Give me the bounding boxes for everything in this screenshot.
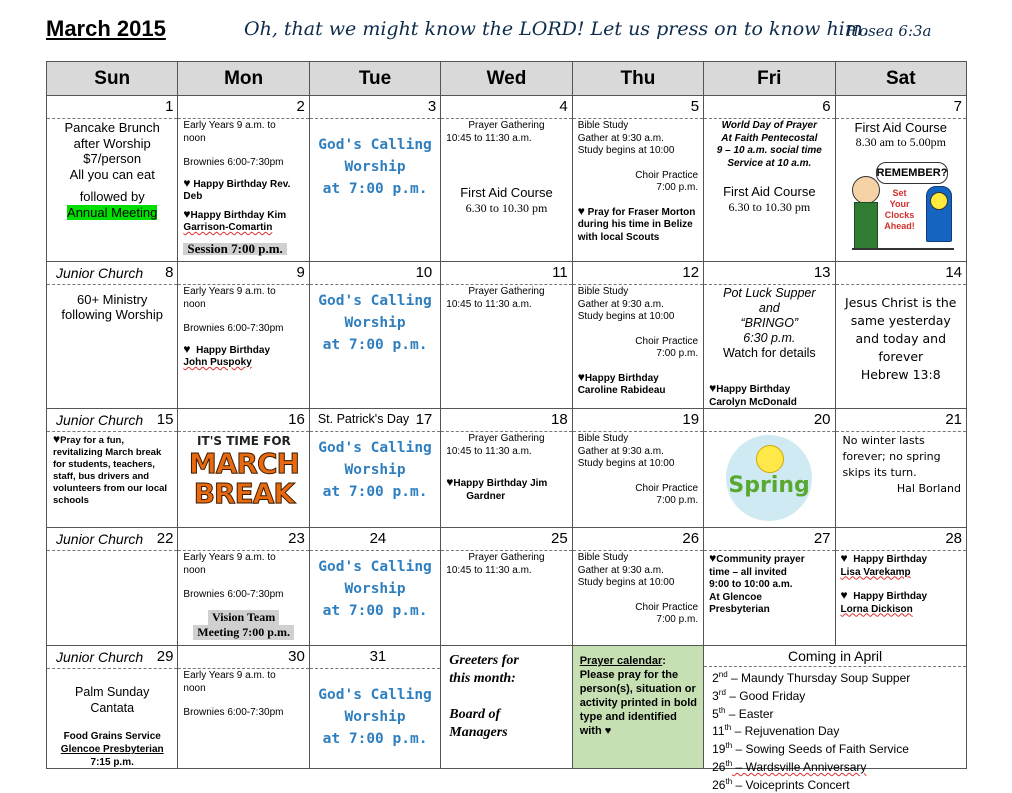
calendar-title: March 2015	[46, 16, 166, 41]
april-event-day: 11	[712, 724, 725, 739]
april-event-day: 5	[712, 706, 719, 721]
event-line: Prayer Gathering	[468, 433, 545, 444]
event-line: Glencoe Presbyterian	[60, 744, 164, 755]
april-event	[712, 739, 961, 757]
event-line: Pancake Brunch	[64, 120, 160, 135]
day-number: 18	[551, 411, 568, 428]
march-break-line: IT'S TIME FOR	[197, 434, 291, 448]
event-line: Bible Study	[577, 552, 629, 563]
event-line: Brownies 6:00-7:30pm	[183, 323, 284, 334]
april-event-suffix: th	[718, 705, 726, 715]
event-line: At Faith Pentecostal	[721, 132, 818, 144]
event-line: 6.30 to 10.30 pm	[465, 201, 548, 215]
april-event-text: – Maundy Thursday Soup Supper	[727, 671, 911, 685]
day-cell-2	[178, 96, 309, 262]
event-line: First Aid Course	[723, 184, 816, 199]
prayer-calendar-title: Prayer calendar	[579, 655, 663, 667]
day-cell-9	[178, 262, 309, 409]
worship-line: at 7:00 p.m.	[322, 603, 428, 619]
april-event-text: – Voiceprints Concert	[732, 777, 850, 792]
birthday-line: Garrison-Comartin	[183, 222, 273, 233]
event-line: Study begins at 10:00	[577, 458, 675, 469]
prayer-line: Pray for Fraser Morton	[587, 206, 696, 218]
birthday-line: Happy Birthday	[584, 372, 659, 384]
quote-line: forever; no spring	[842, 450, 941, 463]
day-number: 8	[165, 264, 174, 281]
event-line: followed by	[79, 189, 145, 204]
day-cell-27	[704, 528, 835, 646]
day-number: 26	[682, 530, 700, 547]
day-cell-29	[47, 646, 178, 769]
scripture-line: forever	[878, 349, 924, 364]
event-line: Bible Study	[577, 286, 629, 297]
day-number: 29	[156, 648, 174, 665]
heart-icon: ♥	[183, 341, 191, 356]
heart-icon: ♥	[709, 381, 717, 395]
heart-icon: ♥	[577, 203, 585, 218]
day-number: 28	[945, 530, 962, 547]
calendar-grid	[46, 61, 967, 792]
remember-clock-image	[852, 162, 954, 254]
prayer-line: 9:00 to 10:00 a.m.	[709, 579, 793, 590]
day-cell-14	[835, 262, 966, 409]
event-line: Gather at 9:30 a.m.	[577, 132, 664, 144]
day-number: 6	[822, 98, 831, 115]
scripture-reference: Hosea 6:3a	[846, 22, 932, 40]
event-line: World Day of Prayer	[721, 120, 818, 131]
march-break-line: BREAK	[193, 477, 295, 510]
greeters-line: this month:	[449, 671, 516, 686]
day-cell-19	[572, 409, 703, 528]
event-line: Bible Study	[577, 120, 629, 131]
vision-team-badge: Meeting 7:00 p.m.	[193, 625, 294, 640]
day-cell-15	[47, 409, 178, 528]
day-cell-11	[441, 262, 572, 409]
event-line: Early Years 9 a.m. to	[183, 286, 276, 297]
day-number: 13	[813, 264, 831, 281]
day-number: 10	[415, 264, 433, 281]
april-event	[712, 775, 961, 793]
event-line: All you can eat	[69, 166, 155, 182]
worship-line: God's Calling	[318, 687, 432, 703]
birthday-line: Caroline Rabideau	[577, 385, 666, 396]
event-line: 10:45 to 11:30 a.m.	[446, 132, 532, 144]
session-badge: Session 7:00 p.m.	[183, 243, 286, 256]
day-number: 1	[165, 98, 174, 115]
event-line: Study begins at 10:00	[577, 311, 675, 322]
april-event-suffix: th	[725, 741, 733, 751]
event-line: Early Years 9 a.m. to	[183, 120, 276, 131]
scripture-line: Hebrew 13:8	[860, 367, 941, 382]
day-cell-12	[572, 262, 703, 409]
event-line: after Worship	[73, 135, 151, 151]
march-break-line: MARCH	[188, 447, 299, 480]
birthday-line: Happy Birthday	[853, 554, 928, 565]
day-cell-4	[441, 96, 572, 262]
scripture-verse: Oh, that we might know the LORD! Let us press on to know him.	[244, 18, 869, 40]
day-number: 9	[296, 264, 305, 281]
heart-icon: ♥	[53, 432, 61, 446]
day-number: 23	[288, 530, 305, 547]
worship-line: Worship	[344, 462, 406, 478]
event-line: “BRINGO”	[740, 316, 799, 330]
day-cell-16	[178, 409, 309, 528]
day-number: 27	[813, 530, 831, 547]
april-event-day: 3	[712, 688, 719, 703]
april-event-text: – Wardsville Anniversary	[732, 759, 867, 774]
prayer-calendar-cell: Prayer calendar: Please pray for the person(s), situation or activity printed in bold type and identified with ♥	[572, 646, 703, 769]
scripture-line: and today and	[855, 331, 947, 346]
worship-line: at 7:00 p.m.	[322, 731, 428, 747]
coming-in-april-cell	[704, 646, 967, 792]
day-cell-22	[47, 528, 178, 646]
event-line: Study begins at 10:00	[577, 145, 675, 156]
day-cell-31	[309, 646, 440, 769]
day-cell-24	[309, 528, 440, 646]
prayer-line: Pray for a fun, revitalizing March break for students, teachers, staff, bus drivers and volunteers from our local schools	[53, 435, 168, 506]
day-number: 19	[682, 411, 700, 428]
greeters-line: Greeters for	[449, 653, 519, 668]
scripture-line: Jesus Christ is the	[845, 295, 957, 310]
event-line: 6.30 to 10.30 pm	[728, 200, 811, 214]
event-line: Prayer Gathering	[468, 552, 545, 563]
birthday-line: Lorna Dickison	[840, 603, 913, 615]
event-line: noon	[183, 564, 206, 576]
spring-text: Spring	[728, 473, 810, 498]
event-line: Brownies 6:00-7:30pm	[183, 589, 284, 600]
day-number: 5	[690, 98, 700, 115]
weekday-sat: Sat	[835, 62, 966, 96]
day-number: 11	[552, 264, 568, 281]
weekday-thu: Thu	[572, 62, 703, 96]
day-number: 30	[288, 648, 305, 665]
march-break-image	[186, 433, 301, 517]
day-number: 21	[945, 411, 962, 428]
event-line: Early Years 9 a.m. to	[183, 670, 276, 681]
day-cell-6	[704, 96, 835, 262]
event-line: Service at 10 a.m.	[727, 157, 812, 169]
prayer-line: Community prayer	[716, 554, 805, 565]
april-event	[712, 668, 961, 686]
day-number: 2	[296, 98, 305, 115]
day-cell-28	[835, 528, 966, 646]
clocks-line: Set Your	[889, 188, 910, 209]
day-cell-13	[704, 262, 835, 409]
birthday-line: Happy Birthday	[196, 344, 271, 356]
st-patricks-label: St. Patrick's Day	[317, 412, 410, 426]
prayer-line: At Glencoe	[709, 591, 762, 603]
event-line: 9 – 10 a.m. social time	[716, 145, 822, 156]
day-number: 12	[682, 264, 700, 281]
weekday-mon: Mon	[178, 62, 309, 96]
birthday-line: Carolyn McDonald	[709, 396, 797, 408]
day-number: 4	[559, 98, 568, 115]
greeters-line: Managers	[449, 725, 508, 740]
worship-line: God's Calling	[318, 440, 432, 456]
day-cell-7	[835, 96, 966, 262]
event-line: Food Grains Service	[63, 731, 161, 742]
event-line: 10:45 to 11:30 a.m.	[446, 298, 532, 310]
event-line: following Worship	[61, 307, 164, 322]
april-event-suffix: th	[725, 776, 733, 786]
day-cell-25	[441, 528, 572, 646]
day-cell-21	[835, 409, 966, 528]
april-list	[712, 668, 961, 793]
event-line: Brownies 6:00-7:30pm	[183, 157, 284, 168]
event-line: Prayer Gathering	[468, 286, 545, 297]
day-cell-26	[572, 528, 703, 646]
day-number: 25	[551, 530, 568, 547]
greeters-line: Board of	[449, 707, 501, 722]
event-line: 60+ Ministry	[76, 292, 148, 307]
event-line: First Aid Course	[460, 185, 553, 200]
vision-team-badge: Vision Team	[208, 610, 279, 625]
weekday-fri: Fri	[704, 62, 835, 96]
worship-line: God's Calling	[318, 137, 432, 153]
junior-church-label: Junior Church	[56, 649, 144, 665]
event-line: noon	[183, 298, 206, 310]
event-line: Prayer Gathering	[468, 120, 545, 131]
event-line: Palm Sunday	[75, 685, 150, 699]
day-number: 17	[415, 411, 433, 428]
event-line: First Aid Course	[854, 120, 947, 135]
heart-icon: ♥	[183, 206, 191, 221]
day-cell-30	[178, 646, 309, 769]
event-line: Gather at 9:30 a.m.	[577, 564, 664, 576]
worship-line: at 7:00 p.m.	[322, 337, 428, 353]
heart-icon: ♥	[577, 369, 585, 384]
worship-line: Worship	[344, 159, 406, 175]
worship-line: God's Calling	[318, 559, 432, 575]
junior-church-label: Junior Church	[56, 531, 144, 547]
birthday-line: Lisa Varekamp	[840, 566, 911, 578]
day-cell-18	[441, 409, 572, 528]
event-line: Gather at 9:30 a.m.	[577, 298, 664, 310]
junior-church-label: Junior Church	[56, 265, 144, 281]
prayer-line: time – all invited	[709, 566, 787, 578]
day-cell-23	[178, 528, 309, 646]
quote-line: No winter lasts	[842, 434, 925, 447]
clocks-line: Clocks	[884, 210, 915, 220]
weekday-wed: Wed	[441, 62, 572, 96]
day-cell-5	[572, 96, 703, 262]
event-line: Study begins at 10:00	[577, 577, 675, 588]
event-line: 6:30 p.m.	[743, 331, 796, 345]
april-event-day: 26	[712, 777, 726, 792]
birthday-line: Happy Birthday Jim	[453, 478, 548, 489]
april-event-suffix: nd	[718, 670, 728, 679]
worship-line: Worship	[344, 315, 406, 331]
day-number: 7	[953, 98, 962, 115]
event-line: noon	[183, 132, 206, 144]
april-event	[712, 704, 961, 722]
heart-icon: ♥	[840, 551, 848, 565]
april-event-day: 26	[712, 759, 726, 774]
event-line: 10:45 to 11:30 a.m.	[446, 445, 532, 457]
event-line: Choir Practice	[635, 482, 699, 494]
worship-line: at 7:00 p.m.	[322, 484, 428, 500]
birthday-line: Gardner	[466, 490, 506, 502]
event-line: Cantata	[90, 701, 135, 715]
prayer-line: during his time in Belize	[577, 219, 693, 230]
birthday-line: Happy Birthday	[716, 384, 791, 395]
april-event-day: 19	[712, 742, 726, 757]
event-line: Choir Practice	[635, 169, 699, 181]
day-cell-1	[47, 96, 178, 262]
prayer-line: with local Scouts	[577, 231, 660, 243]
birthday-line: Happy Birthday	[853, 591, 928, 602]
clocks-line: Ahead!	[884, 221, 915, 231]
april-title: Coming in April	[787, 648, 883, 664]
day-cell-3	[309, 96, 440, 262]
prayer-calendar-body: Please pray for the person(s), situation or activity printed in bold type and identified with ♥	[579, 669, 698, 737]
event-line: 7:15 p.m.	[90, 757, 134, 768]
heart-icon: ♥	[183, 175, 191, 190]
event-line: Choir Practice	[635, 335, 699, 347]
greeters-cell	[441, 646, 572, 769]
event-line: Bible Study	[577, 433, 629, 444]
day-number: 22	[156, 530, 174, 547]
heart-icon: ♥	[840, 588, 848, 602]
april-event	[712, 686, 961, 704]
day-cell-17	[309, 409, 440, 528]
event-line: Pot Luck Supper	[723, 286, 816, 300]
remember-bubble: REMEMBER?	[876, 162, 948, 184]
april-event-text: – Good Friday	[725, 688, 806, 703]
event-line: Brownies 6:00-7:30pm	[183, 707, 284, 718]
april-event	[712, 757, 961, 775]
heart-icon: ♥	[446, 475, 454, 489]
birthday-line: Happy Birthday Rev. Deb	[183, 178, 291, 202]
day-number: 3	[427, 98, 437, 115]
weekday-sun: Sun	[47, 62, 178, 96]
worship-line: Worship	[344, 709, 406, 725]
event-line: noon	[183, 682, 206, 694]
quote-line: skips its turn.	[842, 466, 917, 479]
event-line: $7/person	[83, 151, 142, 166]
event-line: Choir Practice	[635, 601, 699, 613]
april-event-text: – Rejuvenation Day	[731, 724, 840, 739]
birthday-line: John Puspoky	[183, 357, 252, 368]
event-line: Watch for details	[723, 346, 816, 360]
birthday-line: Happy Birthday Kim	[190, 209, 287, 221]
april-event-suffix: rd	[718, 687, 726, 697]
junior-church-label: Junior Church	[56, 412, 144, 428]
event-line: 7:00 p.m.	[656, 495, 699, 506]
scripture-line: same yesterday	[850, 313, 951, 328]
april-event-text: – Easter	[725, 706, 774, 721]
day-cell-20	[704, 409, 835, 528]
day-number: 24	[369, 530, 387, 547]
event-line: Gather at 9:30 a.m.	[577, 445, 664, 457]
april-event-text: – Sowing Seeds of Faith Service	[732, 742, 909, 757]
worship-line: God's Calling	[318, 293, 432, 309]
event-line: 7:00 p.m.	[656, 182, 699, 193]
april-event-suffix: th	[725, 758, 733, 768]
event-line: 7:00 p.m.	[656, 614, 699, 625]
april-event	[712, 721, 961, 739]
event-line: 8.30 am to 5.00pm	[855, 135, 946, 149]
event-line: 10:45 to 11:30 a.m.	[446, 564, 532, 576]
day-number: 20	[813, 411, 831, 428]
april-event-day: 2	[712, 671, 719, 685]
annual-meeting-highlight: Annual Meeting	[67, 204, 158, 220]
event-line: and	[758, 301, 780, 315]
heart-icon: ♥	[709, 551, 717, 565]
prayer-line: Presbyterian	[709, 604, 770, 615]
spring-image	[726, 435, 812, 521]
worship-line: Worship	[344, 581, 406, 597]
day-number: 15	[156, 411, 174, 428]
day-cell-10	[309, 262, 440, 409]
day-cell-8	[47, 262, 178, 409]
event-line: 7:00 p.m.	[656, 348, 699, 359]
weekday-tue: Tue	[309, 62, 440, 96]
day-number: 31	[369, 648, 387, 665]
event-line: Early Years 9 a.m. to	[183, 552, 276, 563]
day-number: 14	[945, 264, 962, 281]
day-number: 16	[288, 411, 305, 428]
quote-author: Hal Borland	[896, 482, 961, 495]
april-event-suffix: th	[724, 723, 732, 733]
worship-line: at 7:00 p.m.	[322, 181, 428, 197]
